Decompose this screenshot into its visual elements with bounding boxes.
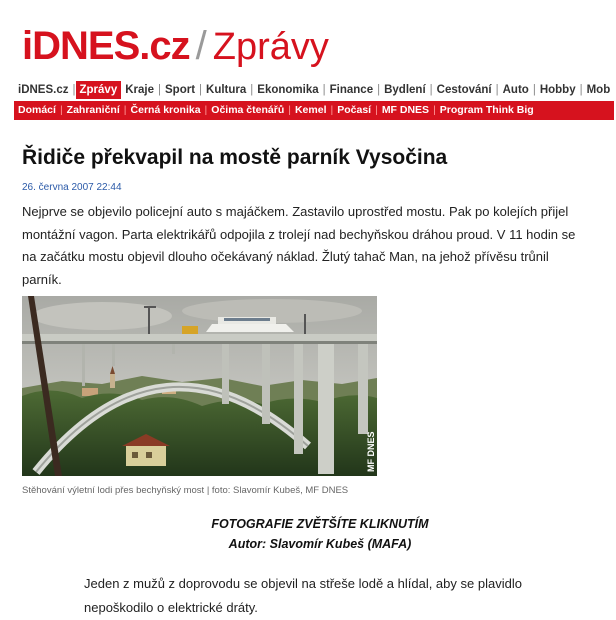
nav-separator: | <box>495 84 499 96</box>
nav-separator: | <box>158 84 161 96</box>
subnav-item-cerna-kronika[interactable]: Černá kronika <box>130 104 201 116</box>
subnav-separator: | <box>375 104 378 116</box>
site-logo[interactable] <box>22 20 329 72</box>
subnav-separator: | <box>123 104 127 116</box>
subnav-separator: | <box>204 104 208 116</box>
subnav-item-think-big[interactable]: Program Think Big <box>439 104 534 116</box>
main-nav <box>14 81 616 99</box>
subnav-item-domaci[interactable]: Domácí <box>18 104 56 116</box>
photo-watermark: MF DNES <box>366 431 376 472</box>
subnav-separator: | <box>59 104 63 116</box>
nav-separator: | <box>579 84 583 96</box>
nav-item-sport[interactable]: Sport <box>165 84 196 96</box>
photo-caption: Stěhování výletní lodi přes bechyňský most | foto: Slavomír Kubeš, MF DNES <box>22 485 349 496</box>
subnav-separator: | <box>288 104 291 116</box>
subnav-separator: | <box>330 104 334 116</box>
nav-item-bydleni[interactable]: Bydlení <box>384 84 426 96</box>
article-photo[interactable] <box>22 296 377 476</box>
nav-separator: | <box>322 84 326 96</box>
nav-item-finance[interactable]: Finance <box>329 84 374 96</box>
nav-separator: | <box>199 84 203 96</box>
article-lead: Nejprve se objevilo policejní auto s majáčkem. Zastavilo uprostřed mostu. Pak po kolejích přijel montážní vagon. Parta elektrikářů odpojila z trolejí nad bechyňskou dráhou proud. V 11 hodin se na začátku mostu objevil dlouho očekávaný náklad. Žlutý tahač Man, na jehož přívěsu trůnil parník. <box>22 204 576 287</box>
nav-item-zpravy[interactable]: Zprávy <box>76 81 122 99</box>
nav-separator: | <box>377 84 381 96</box>
subnav-item-pocasi[interactable]: Počasí <box>337 104 372 116</box>
photo-enlarge-link[interactable] <box>0 514 616 554</box>
nav-separator: | <box>72 84 76 96</box>
section-subnav <box>14 101 614 120</box>
nav-item-mobil[interactable]: Mob <box>586 84 611 96</box>
subnav-separator: | <box>433 104 436 116</box>
article-paragraph: Jeden z mužů z doprovodu se objevil na střeše lodě a hlídal, aby se plavidlo nepoškodilo o elektrické dráty. <box>84 576 522 615</box>
nav-item-cestovani[interactable]: Cestování <box>436 84 492 96</box>
subnav-item-kemel[interactable]: Kemel <box>294 104 327 116</box>
logo-slash: / <box>195 24 207 68</box>
logo-brand: iDNES.cz <box>22 24 190 68</box>
nav-item-kraje[interactable]: Kraje <box>125 84 154 96</box>
nav-separator: | <box>429 84 433 96</box>
subnav-item-zahranicni[interactable]: Zahraniční <box>66 104 120 116</box>
logo-section: Zprávy <box>212 26 329 68</box>
nav-item-ekonomika[interactable]: Ekonomika <box>257 84 319 96</box>
enlarge-line-1[interactable]: FOTOGRAFIE ZVĚTŠÍTE KLIKNUTÍM <box>211 517 429 531</box>
bridge-photo-image <box>22 296 377 476</box>
subnav-item-ocima-ctenaru[interactable]: Očima čtenářů <box>211 104 285 116</box>
nav-separator: | <box>250 84 254 96</box>
enlarge-line-2: Autor: Slavomír Kubeš (MAFA) <box>228 537 412 551</box>
article-date: 26. června 2007 22:44 <box>22 182 122 193</box>
nav-item-kultura[interactable]: Kultura <box>206 84 247 96</box>
nav-item-auto[interactable]: Auto <box>502 84 529 96</box>
subnav-item-mf-dnes[interactable]: MF DNES <box>381 104 430 116</box>
nav-item-idnes[interactable]: iDNES.cz <box>18 84 69 96</box>
nav-item-hobby[interactable]: Hobby <box>539 84 576 96</box>
article-title: Řidiče překvapil na mostě parník Vysočina <box>22 146 448 169</box>
nav-separator: | <box>532 84 536 96</box>
